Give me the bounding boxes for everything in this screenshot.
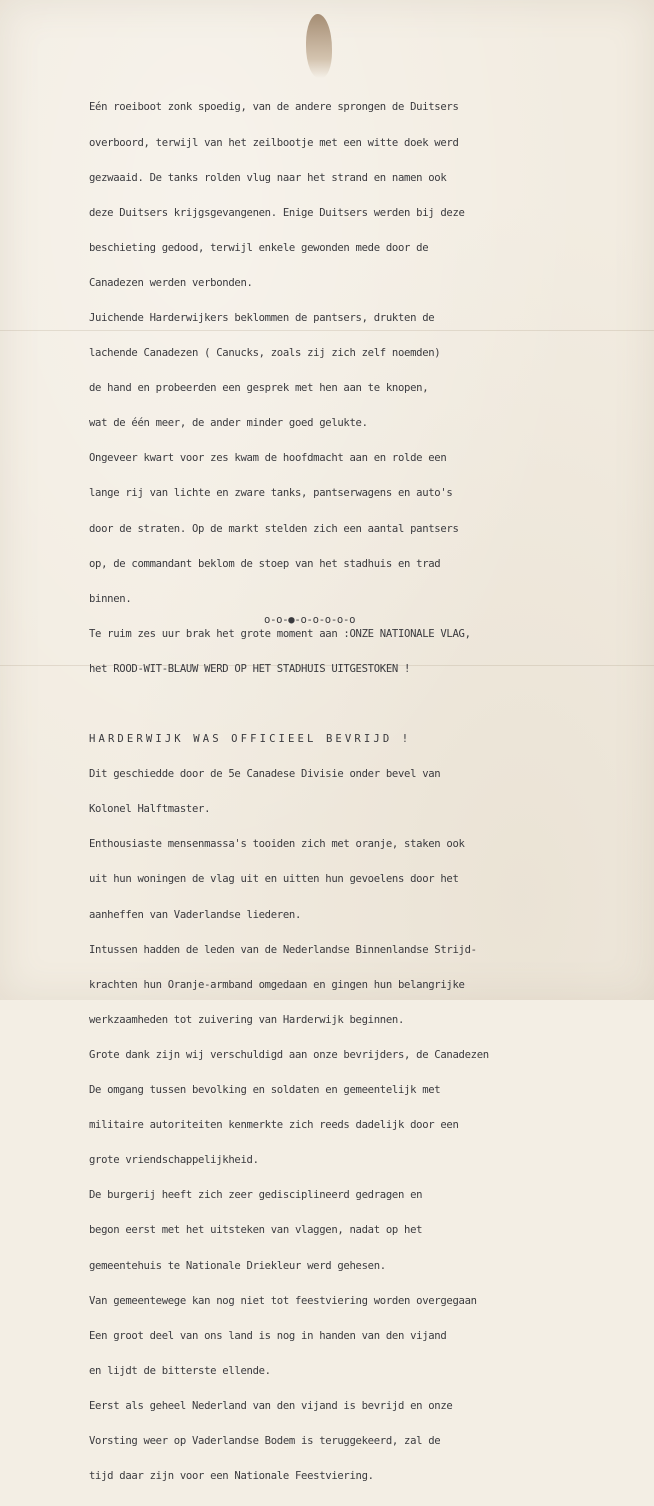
tape-stain <box>306 14 332 78</box>
text-line: Ongeveer kwart voor zes kwam de hoofdmacht aan en rolde een <box>89 452 447 465</box>
text-line: lachende Canadezen ( Canucks, zoals zij zich zelf noemden) <box>89 347 441 360</box>
text-line: grote vriendschappelijkheid. <box>89 1154 259 1167</box>
text-line: binnen. <box>89 592 132 605</box>
text-line: deze Duitsers krijgsgevangenen. Enige Duitsers werden bij deze <box>89 206 465 219</box>
text-line: De burgerij heeft zich zeer gedisciplineerd gedragen en <box>89 1189 423 1202</box>
text-line: wat de één meer, de ander minder goed gelukte. <box>89 417 368 430</box>
text-line: Juichende Harderwijkers beklommen de pantsers, drukten de <box>89 311 435 324</box>
typed-text <box>89 79 609 1506</box>
text-line: Grote dank zijn wij verschuldigd aan onze bevrijders, de Canadezen <box>89 1048 489 1061</box>
text-line: overboord, terwijl van het zeilbootje met een witte doek werd <box>89 136 459 149</box>
text-line: gezwaaid. De tanks rolden vlug naar het strand en namen ook <box>89 171 447 184</box>
text-line: uit hun woningen de vlag uit en uitten hun gevoelens door het <box>89 873 459 886</box>
text-line: de hand en probeerden een gesprek met hen aan te knopen, <box>89 382 429 395</box>
text-line: Een groot deel van ons land is nog in handen van den vijand <box>89 1329 447 1342</box>
text-line: aanheffen van Vaderlandse liederen. <box>89 908 302 921</box>
text-line: Vorsting weer op Vaderlandse Bodem is teruggekeerd, zal de <box>89 1434 441 1447</box>
text-line: door de straten. Op de markt stelden zich een aantal pantsers <box>89 522 459 535</box>
text-line: gemeentehuis te Nationale Driekleur werd gehesen. <box>89 1259 386 1272</box>
text-line: en lijdt de bitterste ellende. <box>89 1364 271 1377</box>
text-line: Eerst als geheel Nederland van den vijand is bevrijd en onze <box>89 1399 453 1412</box>
text-line: Intussen hadden de leden van de Nederlandse Binnenlandse Strijd- <box>89 943 477 956</box>
text-line: Te ruim zes uur brak het grote moment aan :ONZE NATIONALE VLAG, <box>89 627 471 640</box>
text-line: tijd daar zijn voor een Nationale Feestviering. <box>89 1470 374 1483</box>
text-line: Enthousiaste mensenmassa's tooiden zich met oranje, staken ook <box>89 838 465 851</box>
text-line: op, de commandant beklom de stoep van het stadhuis en trad <box>89 557 441 570</box>
text-line: militaire autoriteiten kenmerkte zich reeds dadelijk door een <box>89 1119 459 1132</box>
text-line: De omgang tussen bevolking en soldaten en gemeentelijk met <box>89 1084 441 1097</box>
text-line: werkzaamheden tot zuivering van Harderwijk beginnen. <box>89 1013 405 1026</box>
end-separator: o-o-●-o-o-o-o-o <box>264 614 356 626</box>
text-line: lange rij van lichte en zware tanks, pantserwagens en auto's <box>89 487 453 500</box>
text-line: het ROOD-WIT-BLAUW WERD OP HET STADHUIS UITGESTOKEN ! <box>89 662 411 675</box>
text-line: Canadezen werden verbonden. <box>89 276 253 289</box>
text-line: Van gemeentewege kan nog niet tot feestviering worden overgegaan <box>89 1294 477 1307</box>
text-line: Kolonel Halftmaster. <box>89 803 211 816</box>
text-line: Eén roeiboot zonk spoedig, van de andere sprongen de Duitsers <box>89 101 459 114</box>
spacer-line <box>89 699 609 711</box>
text-line: krachten hun Oranje-armband omgedaan en gingen hun belangrijke <box>89 978 465 991</box>
text-line: beschieting gedood, terwijl enkele gewonden mede door de <box>89 241 429 254</box>
text-line: begon eerst met het uitsteken van vlaggen, nadat op het <box>89 1224 423 1237</box>
heading-line: HARDERWIJK WAS OFFICIEEL BEVRIJD ! <box>89 733 412 746</box>
text-line: Dit geschiedde door de 5e Canadese Divisie onder bevel van <box>89 768 441 781</box>
